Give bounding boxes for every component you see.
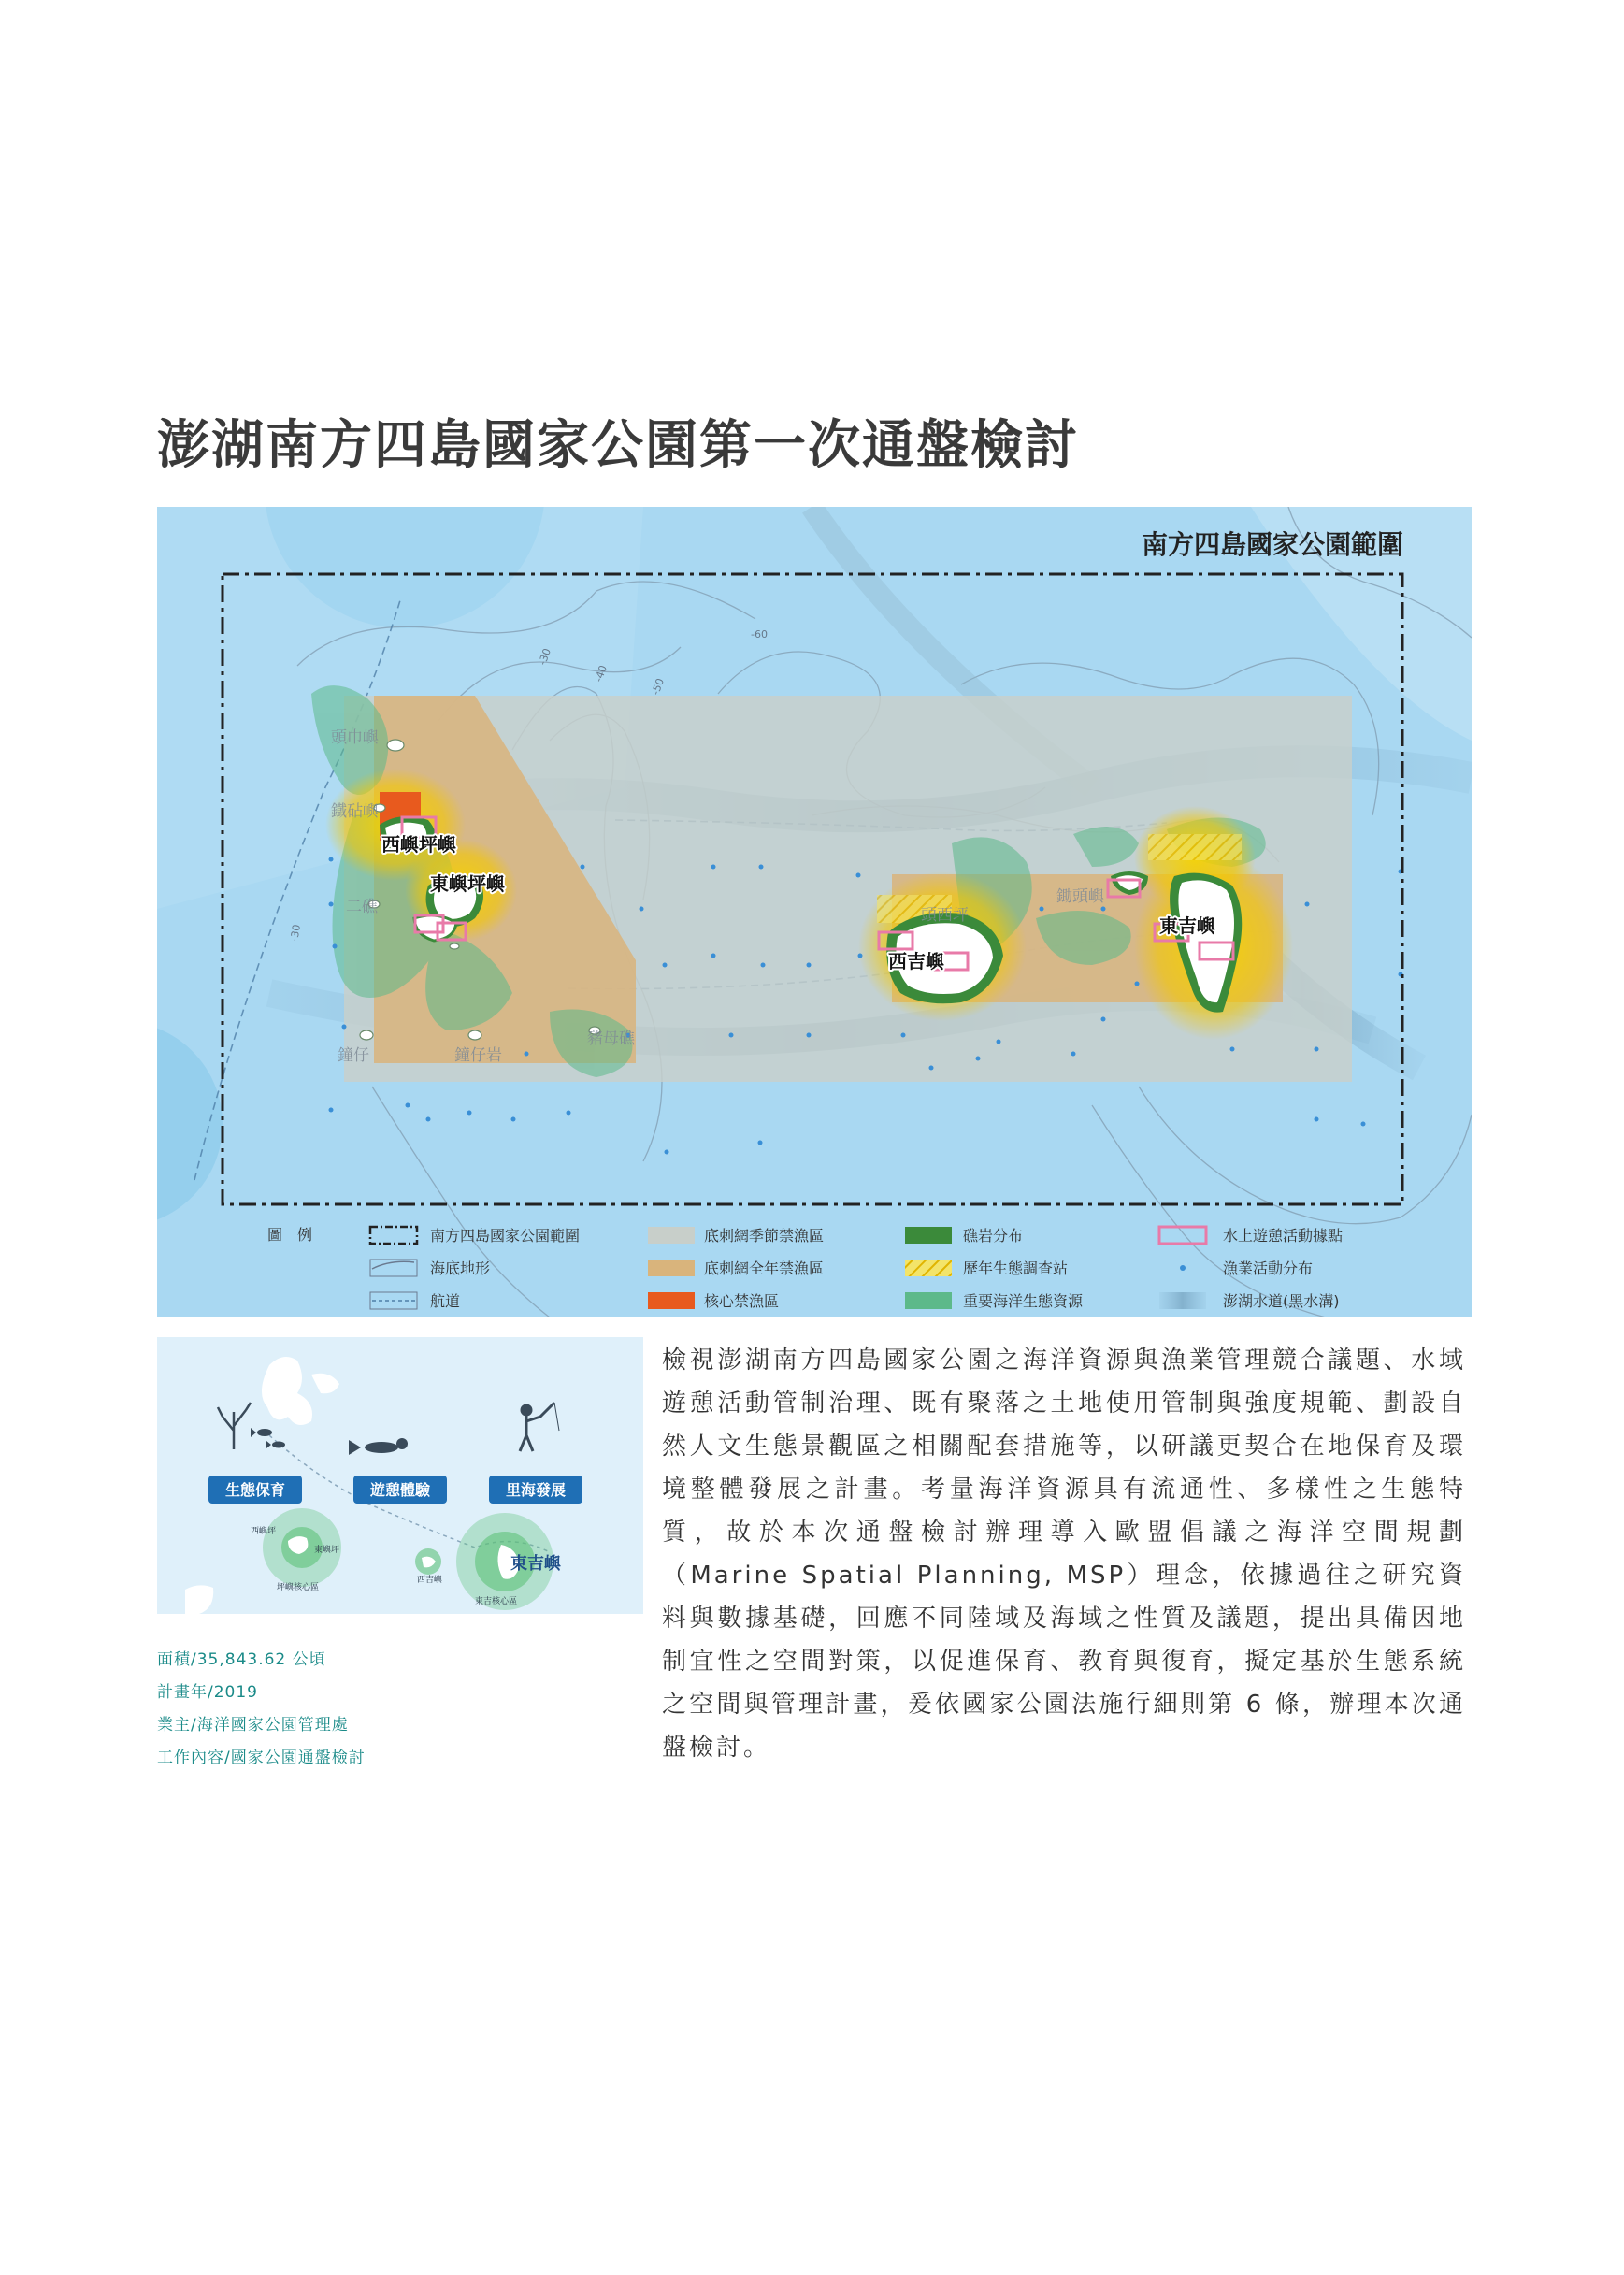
meta-area: 面積/35,843.62 公頃	[157, 1650, 326, 1669]
place-label: 鋤頭嶼	[1056, 887, 1104, 906]
meta-client: 業主/海洋國家公園管理處	[157, 1716, 349, 1735]
legend-label: 南方四島國家公園範圍	[430, 1227, 581, 1245]
meta-year: 計畫年/2019	[157, 1683, 258, 1702]
legend-label: 底刺網全年禁漁區	[704, 1260, 825, 1277]
legend-label: 礁岩分布	[963, 1227, 1024, 1245]
depth-label: -30	[536, 646, 553, 668]
project-meta	[157, 1644, 366, 1775]
island-label-xiyu-ping: 西嶼坪嶼	[381, 833, 456, 856]
category-label: 遊憩體驗	[369, 1481, 431, 1499]
page-title: 澎湖南方四島國家公園第一次通盤檢討	[157, 415, 1079, 476]
legend-label: 底刺網季節禁漁區	[704, 1227, 825, 1245]
island-label-dongji: 東吉嶼	[1159, 914, 1215, 937]
legend-label: 核心禁漁區	[704, 1292, 780, 1310]
place-label: 豬母礁	[587, 1030, 635, 1048]
legend-label: 水上遊憩活動據點	[1223, 1227, 1344, 1245]
inset-label: 西吉嶼	[417, 1576, 443, 1585]
depth-label: -50	[649, 676, 667, 698]
place-label: 鐘仔	[338, 1046, 369, 1065]
park-boundary-map	[157, 507, 1472, 1317]
inset-label: 東吉嶼	[510, 1554, 561, 1574]
legend-label: 海底地形	[430, 1260, 491, 1277]
legend-heading: 圖 例	[267, 1226, 313, 1244]
meta-scope: 工作內容/國家公園通盤檢討	[157, 1749, 366, 1767]
legend-label: 重要海洋生態資源	[963, 1292, 1084, 1310]
inset-label: 西嶼坪	[251, 1527, 277, 1536]
description-paragraph: 檢視澎湖南方四島國家公園之海洋資源與漁業管理競合議題、水域遊憩活動管制治理、既有聚落之土地使用管制與強度規範、劃設自然人文生態景觀區之相關配套措施等，以研議更契合在地保育及環境整體發展之計畫。考量海洋資源具有流通性、多樣性之生態特質，故於本次通盤檢討辦理導入歐盟倡議之海洋空間規劃（Marine Spatial Planning, MSP）理念，依據過往之研究資料與數據基礎，回應不同陸域及海域之性質及議題，提出具備因地制宜性之空間對策，以促進保育、教育與復育，擬定基於生態系統之空間與管理計畫，爰依國家公園法施行細則第 6 條，辦理本次通盤檢討。	[662, 1346, 1466, 1762]
category-label: 里海發展	[505, 1481, 567, 1499]
map-title: 南方四島國家公園範圍	[1141, 529, 1403, 560]
depth-label: -40	[592, 663, 610, 684]
legend-label: 航道	[430, 1292, 461, 1310]
island-label-xiji: 西吉嶼	[888, 950, 944, 972]
inset-label: 東嶼坪	[314, 1546, 340, 1555]
place-label: 頭西坪	[921, 906, 969, 925]
description-text	[662, 1339, 1466, 1769]
legend-label: 歷年生態調查站	[963, 1260, 1069, 1277]
depth-label: -60	[751, 628, 768, 641]
legend-label: 漁業活動分布	[1223, 1260, 1314, 1277]
place-label: 鐘仔岩	[454, 1046, 502, 1065]
place-label: 頭巾嶼	[331, 728, 379, 747]
inset-label: 坪嶼核心區	[277, 1583, 320, 1592]
depth-label: -30	[288, 923, 304, 943]
place-label: 鐵砧嶼	[331, 802, 379, 821]
category-label: 生態保育	[224, 1481, 286, 1499]
inset-label: 東吉核心區	[475, 1597, 518, 1606]
concept-inset	[157, 1337, 643, 1614]
legend-label: 澎湖水道(黑水溝)	[1223, 1292, 1340, 1310]
island-label-dongyu-ping: 東嶼坪嶼	[430, 872, 505, 895]
place-label: 二礁	[346, 898, 378, 916]
